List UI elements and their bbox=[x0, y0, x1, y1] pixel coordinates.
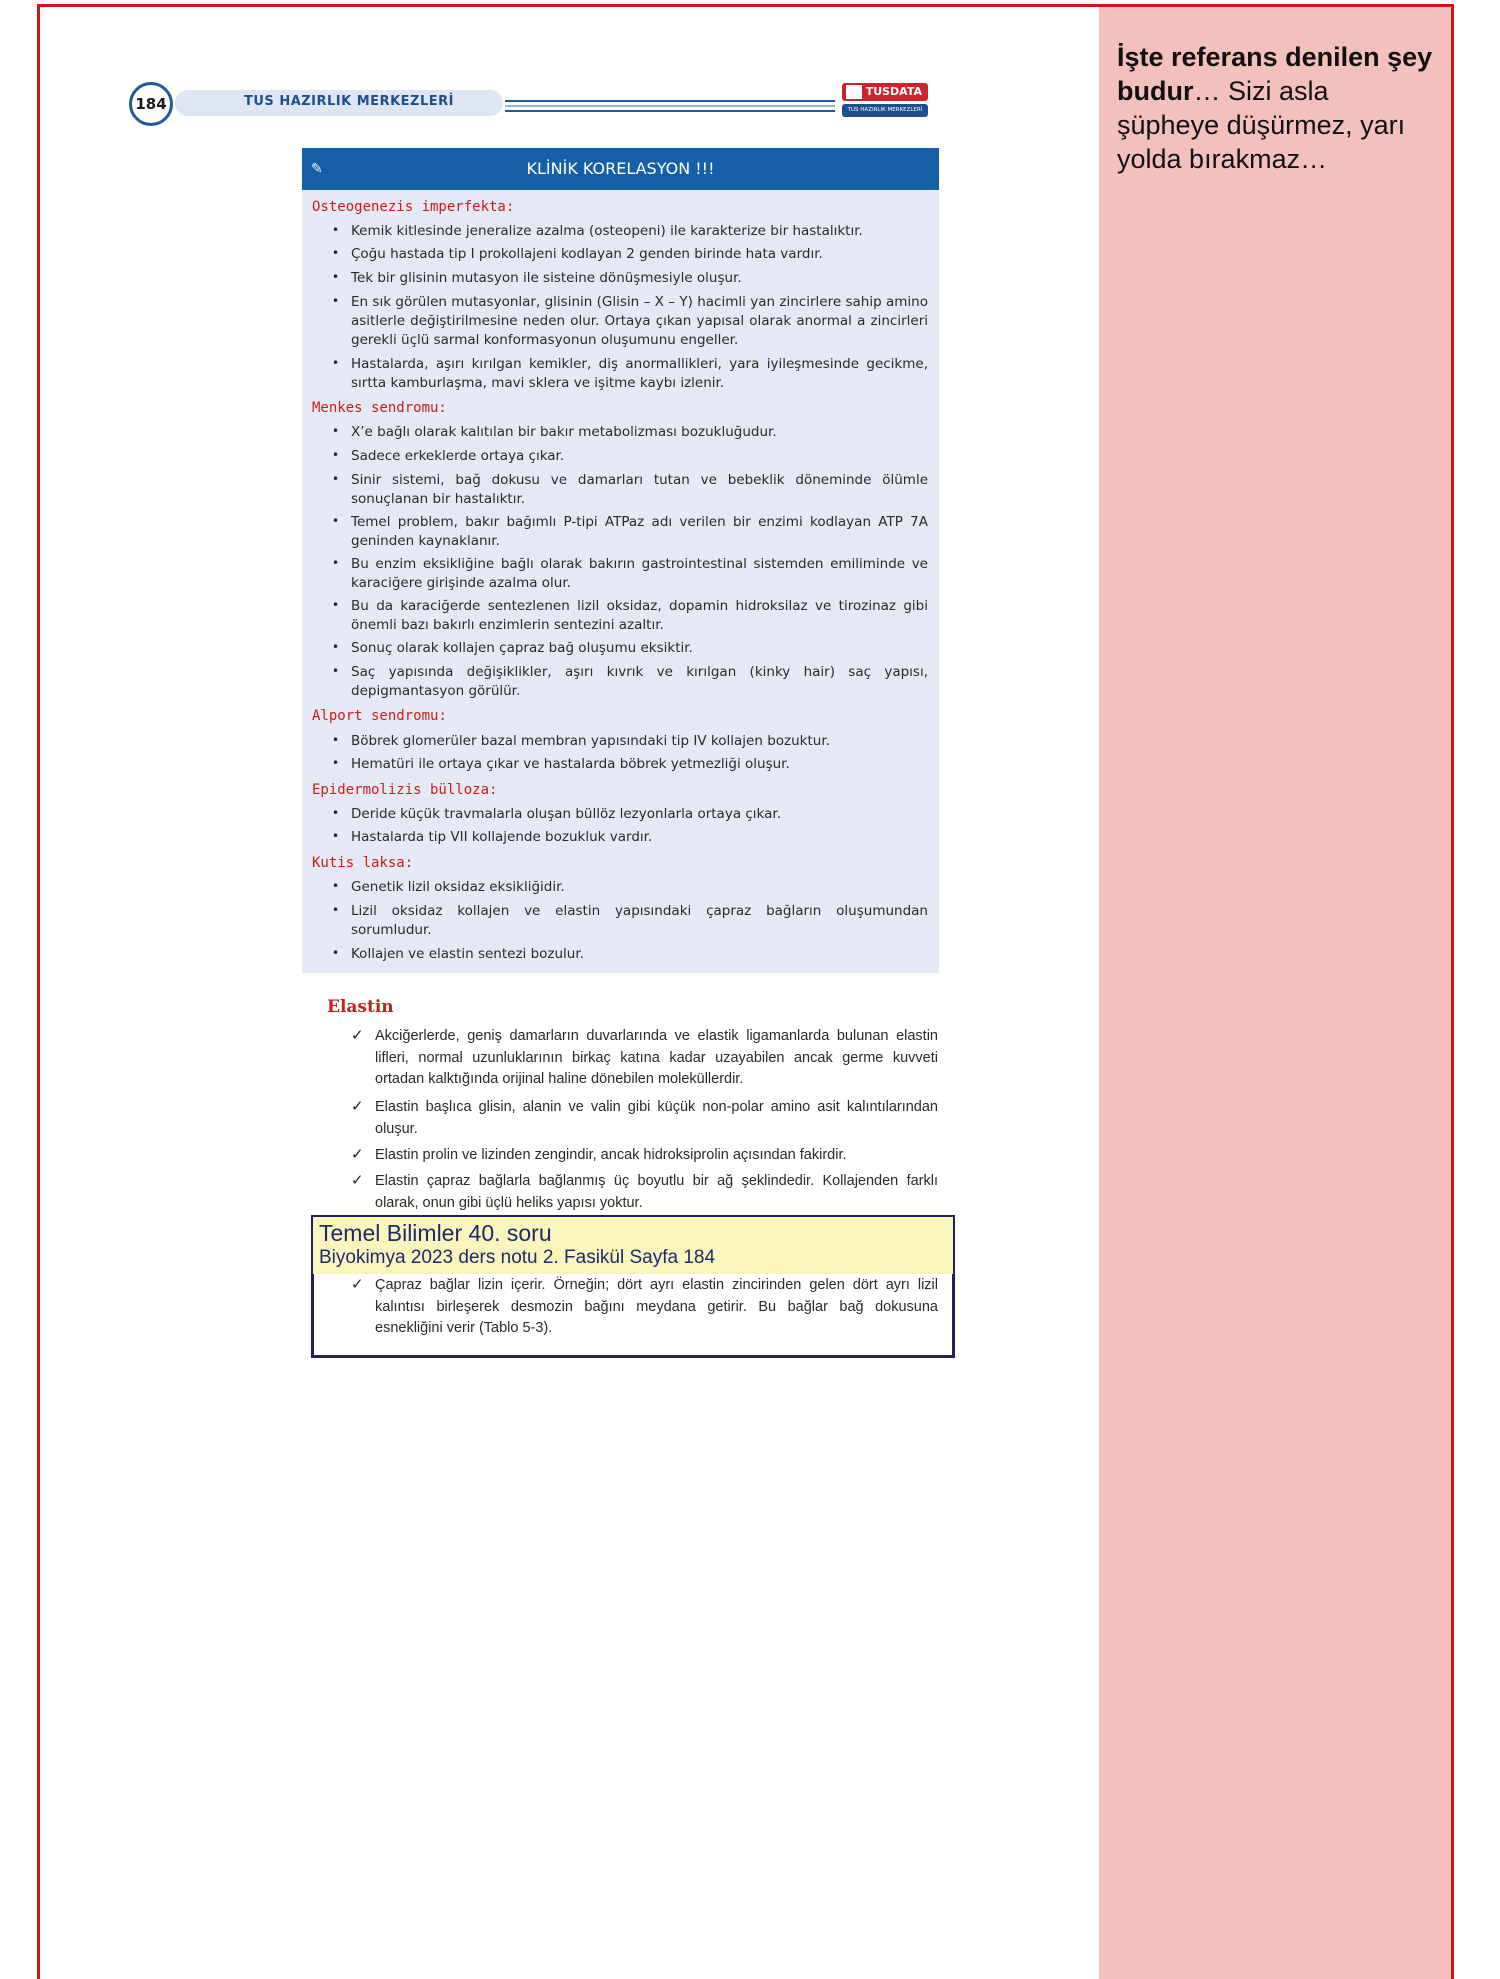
list-item: Böbrek glomerüler bazal membran yapısındaki tip IV kollajen bozuktur. bbox=[351, 733, 830, 749]
header-rule bbox=[505, 105, 835, 107]
bullet-icon: • bbox=[332, 829, 340, 843]
list-item: Bu da karaciğerde sentezlenen lizil oksidaz, dopamin hidroksilaz ve tirozinaz gibi önemli bazı bakırlı enzimlerin sentezini azaltır. bbox=[351, 598, 928, 633]
list-item: Elastin çapraz bağlarla bağlanmış üç boyutlu bir ağ şeklindedir. Kollajenden farklı olarak, onun gibi üçlü heliks yapısı yoktur. bbox=[375, 1173, 938, 1211]
bullet-icon: • bbox=[332, 514, 340, 528]
bullet-icon: • bbox=[332, 664, 340, 678]
logo-wordmark: TUSDATA bbox=[842, 83, 928, 101]
bullet-icon: • bbox=[332, 424, 340, 438]
section-heading: Menkes sendromu: bbox=[312, 400, 447, 416]
list-item: Çapraz bağlar lizin içerir. Örneğin; dört ayrı elastin zincirinden gelen dört ayrı lizil kalıntısı birleşerek desmozin bağını meydana getirir. Bu bağlar bağ dokusuna esnekliğini verir (Tablo 5-3). bbox=[375, 1277, 938, 1336]
bullet-icon: • bbox=[332, 946, 340, 960]
source-question: Temel Bilimler 40. soru bbox=[319, 1220, 552, 1246]
list-item: Kemik kitlesinde jeneralize azalma (osteopeni) ile karakterize bir hastalıktır. bbox=[351, 223, 863, 239]
checkmark-icon: ✓ bbox=[351, 1097, 364, 1115]
bullet-icon: • bbox=[332, 294, 340, 308]
list-item: Elastin prolin ve lizinden zengindir, ancak hidroksiprolin açısından fakirdir. bbox=[375, 1147, 847, 1163]
bullet-icon: • bbox=[332, 879, 340, 893]
bullet-icon: • bbox=[332, 806, 340, 820]
bullet-icon: • bbox=[332, 223, 340, 237]
bullet-icon: • bbox=[332, 598, 340, 612]
list-item: Elastin başlıca glisin, alanin ve valin gibi küçük non-polar amino asit kalıntılarından oluşur. bbox=[375, 1099, 938, 1137]
elastin-heading: Elastin bbox=[327, 997, 394, 1017]
logo-building-icon bbox=[846, 85, 862, 99]
bullet-icon: • bbox=[332, 356, 340, 370]
list-item: Lizil oksidaz kollajen ve elastin yapısındaki çapraz bağların oluşumundan sorumludur. bbox=[351, 903, 928, 938]
checkmark-icon: ✓ bbox=[351, 1275, 364, 1293]
list-item: Çoğu hastada tip I prokollajeni kodlayan 2 genden birinde hata vardır. bbox=[351, 246, 823, 262]
list-item: Bu enzim eksikliğine bağlı olarak bakırın gastrointestinal sistemden emiliminde ve karaciğere girişinde azalma olur. bbox=[351, 556, 928, 591]
list-item: Hastalarda tip VII kollajende bozukluk vardır. bbox=[351, 829, 653, 845]
list-item: Kollajen ve elastin sentezi bozulur. bbox=[351, 946, 584, 962]
logo-subtitle: TUS HAZIRLIK MERKEZLERİ bbox=[842, 104, 928, 117]
checkmark-icon: ✓ bbox=[351, 1145, 364, 1163]
header-rule bbox=[505, 110, 835, 112]
section-heading: Osteogenezis imperfekta: bbox=[312, 199, 515, 215]
header-rule bbox=[505, 100, 835, 102]
clinical-correlation-title: KLİNİK KORELASYON !!! bbox=[526, 159, 715, 178]
list-item: Deride küçük travmalarla oluşan büllöz lezyonlarla ortaya çıkar. bbox=[351, 806, 782, 822]
checkmark-icon: ✓ bbox=[351, 1171, 364, 1189]
bullet-icon: • bbox=[332, 472, 340, 486]
bullet-icon: • bbox=[332, 733, 340, 747]
list-item: Sadece erkeklerde ortaya çıkar. bbox=[351, 448, 565, 464]
page-number-badge: 184 bbox=[129, 82, 173, 126]
sidebar-quote: İşte referans denilen şey budur… Sizi asla şüpheye düşürmez, yarı yolda bırakmaz… bbox=[1117, 42, 1433, 174]
bullet-icon: • bbox=[332, 903, 340, 917]
list-item: Tek bir glisinin mutasyon ile sisteine dönüşmesiyle oluşur. bbox=[351, 270, 742, 286]
section-heading: Kutis laksa: bbox=[312, 855, 414, 871]
list-item: Genetik lizil oksidaz eksikliğidir. bbox=[351, 879, 565, 895]
list-item: Sonuç olarak kollajen çapraz bağ oluşumu eksiktir. bbox=[351, 640, 693, 656]
list-item: Hematüri ile ortaya çıkar ve hastalarda böbrek yetmezliği oluşur. bbox=[351, 756, 790, 772]
section-heading: Alport sendromu: bbox=[312, 708, 447, 724]
list-item: Hastalarda, aşırı kırılgan kemikler, diş anormallikleri, yara iyileşmesinde gecikme, sırtta kamburlaşma, mavi sklera ve işitme kaybı izlenir. bbox=[351, 356, 928, 391]
bullet-icon: • bbox=[332, 640, 340, 654]
list-item: Temel problem, bakır bağımlı P-tipi ATPaz adı verilen bir enzimi kodlayan ATP 7A geninden kaynaklanır. bbox=[351, 514, 928, 549]
section-heading: Epidermolizis bülloza: bbox=[312, 782, 498, 798]
bullet-icon: • bbox=[332, 556, 340, 570]
source-reference: Biyokimya 2023 ders notu 2. Fasikül Sayfa 184 bbox=[319, 1247, 716, 1268]
list-item: En sık görülen mutasyonlar, glisinin (Glisin – X – Y) hacimli yan zincirlere sahip amino asitlerle değiştirilmesine neden olur. Ortaya çıkan yapısal olarak anormal a zincirleri gerekli üçlü sarmal konformasyonun oluşumunu engeller. bbox=[351, 294, 928, 348]
bullet-icon: • bbox=[332, 270, 340, 284]
pen-icon: ✎ bbox=[311, 161, 323, 177]
list-item: Saç yapısında değişiklikler, aşırı kıvrık ve kırılgan (kinky hair) saç yapısı, depigmantasyon görülür. bbox=[351, 664, 928, 699]
checkmark-icon: ✓ bbox=[351, 1026, 364, 1044]
sidebar-panel bbox=[1099, 7, 1451, 1979]
header-title: TUS HAZIRLIK MERKEZLERİ bbox=[244, 94, 454, 109]
tusdata-logo bbox=[836, 80, 934, 124]
list-item: Akciğerlerde, geniş damarların duvarlarında ve elastik ligamanlarda bulunan elastin lifleri, normal uzunluklarının birkaç katına kadar uzayabilen ancak germe kuvveti ortadan kalktığında orijinal haline dönebilen moleküllerdir. bbox=[375, 1028, 938, 1087]
bullet-icon: • bbox=[332, 246, 340, 260]
list-item: X’e bağlı olarak kalıtılan bir bakır metabolizması bozukluğudur. bbox=[351, 424, 777, 440]
bullet-icon: • bbox=[332, 448, 340, 462]
bullet-icon: • bbox=[332, 756, 340, 770]
list-item: Sinir sistemi, bağ dokusu ve damarları tutan ve bebeklik döneminde ölümle sonuçlanan bir hastalıktır. bbox=[351, 472, 928, 507]
